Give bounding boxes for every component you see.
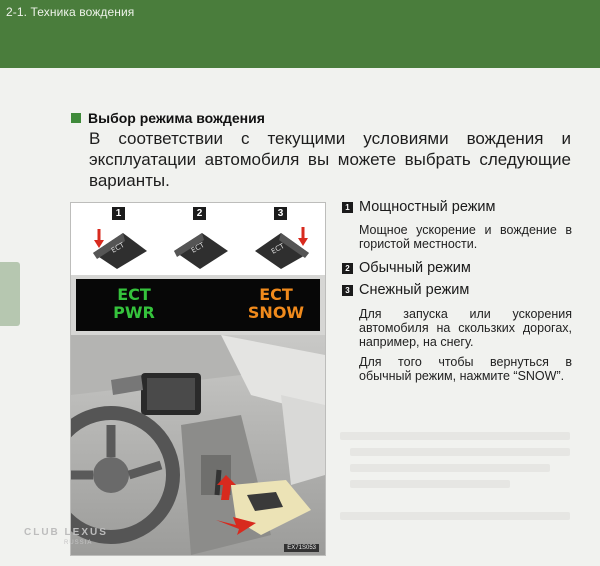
- faded-text-line: [350, 464, 550, 472]
- switch-number: 2: [193, 207, 206, 220]
- figure-code: EX71S053: [284, 544, 319, 552]
- ect-switch-icon: [168, 221, 234, 271]
- switch-panel: [71, 203, 325, 275]
- ect-switch-icon: [249, 221, 315, 271]
- mode-heading: [342, 282, 572, 298]
- watermark-logo: CLUB LEXUS: [24, 527, 108, 538]
- faded-text-line: [350, 480, 510, 488]
- mode-number: 3: [342, 285, 353, 296]
- switch-number: 1: [112, 207, 125, 220]
- indicator-line: SNOW: [247, 303, 305, 322]
- mode-number: 1: [342, 202, 353, 213]
- faded-text-line: [340, 512, 570, 520]
- car-interior-image: [71, 335, 325, 555]
- indicator-line: ECT: [117, 285, 151, 304]
- faded-text-line: [350, 448, 570, 456]
- indicator-line: PWR: [113, 303, 155, 322]
- list-item: [342, 282, 572, 383]
- svg-text:ECT: ECT: [110, 241, 126, 255]
- indicator-ect-pwr: [112, 286, 156, 322]
- svg-text:ECT: ECT: [190, 241, 206, 255]
- indicator-line: ECT: [259, 285, 293, 304]
- switch-normal: [168, 207, 234, 271]
- ect-indicator-display: [76, 279, 320, 331]
- watermark-sub: RUSSIA: [64, 540, 93, 546]
- mode-heading: [342, 199, 572, 215]
- mode-number: 2: [342, 263, 353, 274]
- mode-list: [342, 199, 572, 383]
- faded-text-line: [340, 432, 570, 440]
- list-item: [342, 260, 572, 276]
- mode-description: Для запуска или ускорения автомобиля на скользких дорогах, например, на снегу.: [359, 307, 572, 349]
- mode-title: Снежный режим: [359, 282, 470, 298]
- mode-title: Мощностный режим: [359, 199, 496, 215]
- page-header: [0, 0, 600, 68]
- svg-text:ECT: ECT: [270, 242, 286, 256]
- section-bullet-icon: [71, 113, 81, 123]
- chapter-title: 2-1. Техника вождения: [6, 5, 135, 19]
- side-tab: [0, 262, 20, 326]
- section-header: [71, 110, 265, 126]
- mode-description: Для того чтобы вернуться в обычный режим, нажмите “SNOW”.: [359, 355, 572, 383]
- section-title: Выбор режима вождения: [88, 110, 265, 126]
- ect-switch-icon: [87, 221, 153, 271]
- list-item: [342, 199, 572, 251]
- illustration: [70, 202, 326, 556]
- mode-title: Обычный режим: [359, 260, 471, 276]
- switch-number: 3: [274, 207, 287, 220]
- intro-paragraph: В соответствии с текущими условиями вождения и эксплуатации автомобиля вы можете выбрать следующие варианты.: [89, 129, 571, 190]
- mode-heading: [342, 260, 572, 276]
- switch-snow: [249, 207, 315, 271]
- switch-power: [87, 207, 153, 271]
- indicator-ect-snow: [246, 286, 306, 322]
- mode-description: Мощное ускорение и вождение в гористой местности.: [359, 223, 572, 251]
